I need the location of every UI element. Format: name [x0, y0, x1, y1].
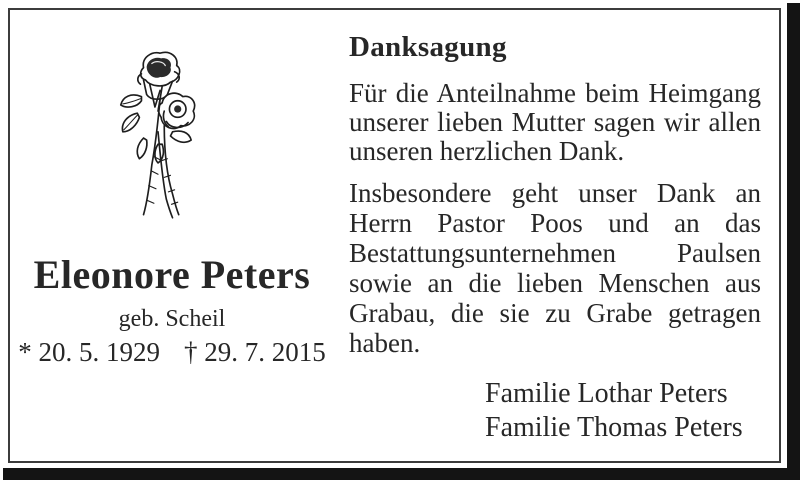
- obituary-content: [3, 3, 787, 468]
- signature-line: Familie Thomas Peters: [485, 412, 743, 443]
- danksagung-heading: Danksagung: [349, 31, 507, 63]
- thanks-paragraph-1: Für die Anteilnahme beim Heimgang unserer lieben Mutter sagen wir allen unseren herzlichen Dank.: [349, 78, 761, 166]
- maiden-name: geb. Scheil: [118, 306, 226, 332]
- signature-line: Familie Lothar Peters: [485, 378, 728, 409]
- rose-sketch-image: [111, 49, 203, 225]
- notice-card: [3, 3, 787, 468]
- thanks-paragraph-2: Insbesondere geht unser Dank an Herrn Pastor Poos und an das Bestattungsunternehmen Paulsen sowie an die lieben Menschen aus Grabau, die sie zu Grabe getragen haben.: [349, 178, 761, 358]
- deceased-name: Eleonore Peters: [33, 252, 311, 297]
- family-signatures: [485, 377, 743, 445]
- death-date: † 29. 7. 2015: [184, 337, 326, 367]
- life-dates: [9, 337, 335, 368]
- birth-date: * 20. 5. 1929: [18, 337, 160, 367]
